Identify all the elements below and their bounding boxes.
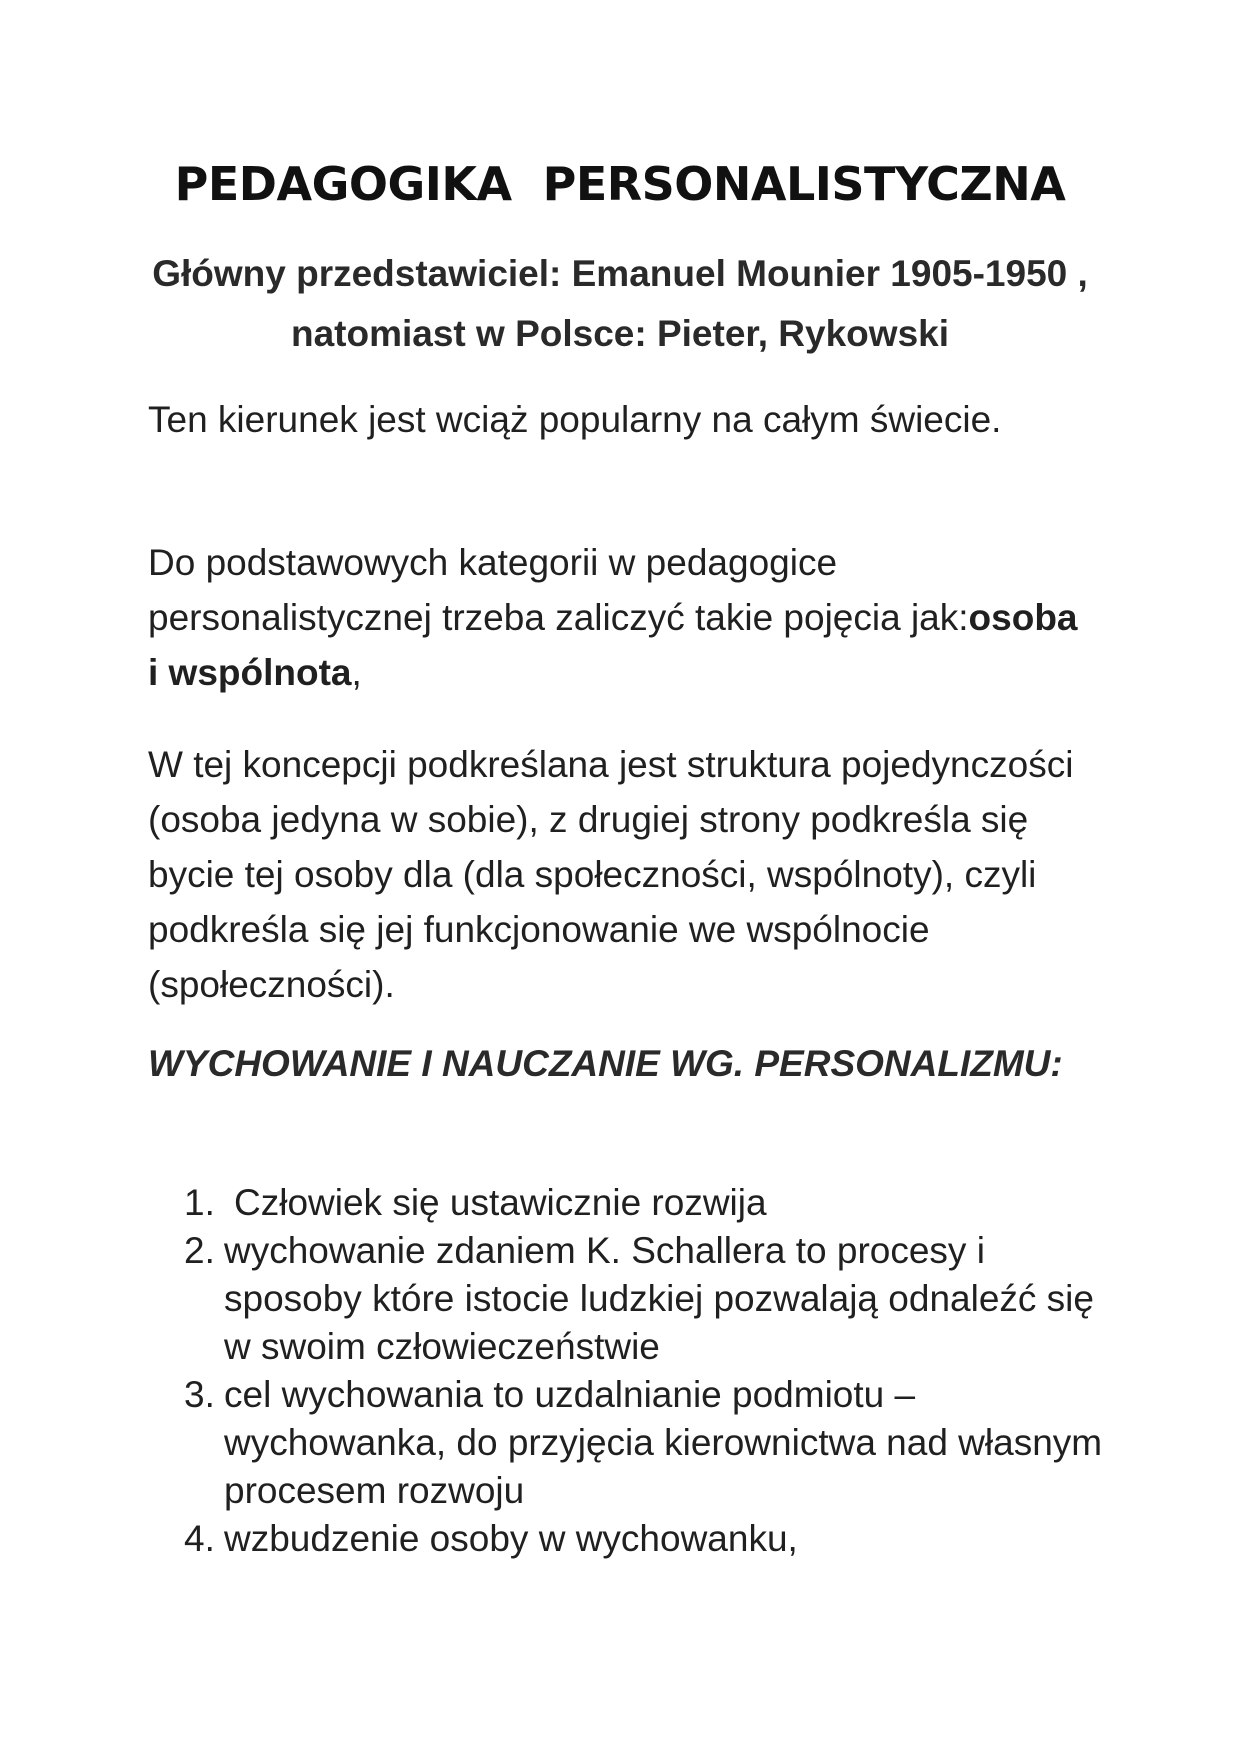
- list-number: 4.: [184, 1518, 215, 1559]
- document-title: PEDAGOGIKA PERSONALISTYCZNA: [174, 157, 1066, 211]
- list-number: 1.: [184, 1182, 215, 1223]
- document-subtitle: Główny przedstawiciel: Emanuel Mounier 1905-1950 , natomiast w Polsce: Pieter, Rykowski: [152, 253, 1088, 354]
- categories-emphasis: osoba i wspólnota: [148, 597, 1078, 693]
- paragraph-popularity: Ten kierunek jest wciąż popularny na całym świecie.: [148, 399, 1002, 440]
- paragraph-concept: W tej koncepcji podkreślana jest struktura pojedynczości (osoba jedyna w sobie), z drugiej strony podkreśla się bycie tej osoby dla (dla społeczności, wspólnoty), czyli podkreśla się jej funkcjonowanie we wspólnocie (społeczności).: [148, 744, 1074, 1005]
- list-text: wzbudzenie osoby w wychowanku,: [224, 1518, 798, 1559]
- list-text: Człowiek się ustawicznie rozwija: [234, 1182, 767, 1223]
- section-heading: WYCHOWANIE I NAUCZANIE WG. PERSONALIZMU:: [148, 1043, 1063, 1084]
- list-text: wychowanie zdaniem K. Schallera to procesy i sposoby które istocie ludzkiej pozwalają odnaleźć się w swoim człowieczeństwie: [224, 1230, 1094, 1367]
- list-text: cel wychowania to uzdalnianie podmiotu – wychowanka, do przyjęcia kierownictwa nad własnym procesem rozwoju: [224, 1374, 1103, 1511]
- categories-lead: Do podstawowych kategorii w pedagogice personalistycznej trzeba zaliczyć takie pojęcia jak:: [148, 542, 969, 638]
- list-item: [148, 1515, 1108, 1563]
- list-item: [148, 1227, 1108, 1371]
- list-number: 2.: [184, 1230, 215, 1271]
- paragraph-categories: [148, 535, 1088, 700]
- list-item: [148, 1371, 1108, 1515]
- list-item: [148, 1179, 1108, 1227]
- list-number: 3.: [184, 1374, 215, 1415]
- categories-tail: ,: [351, 652, 362, 693]
- numbered-list: [148, 1179, 1108, 1563]
